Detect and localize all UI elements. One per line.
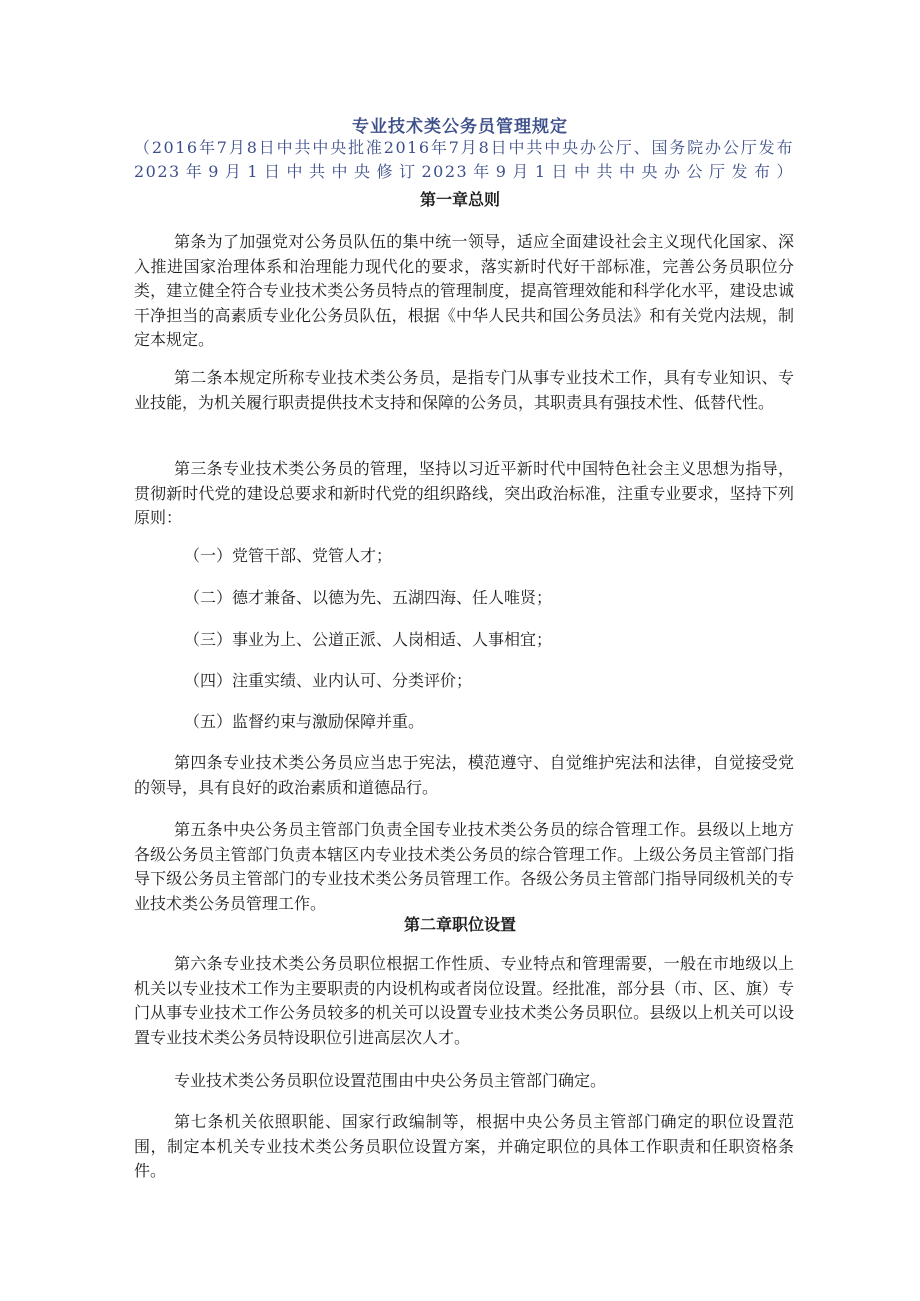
article-4: 第四条专业技术类公务员应当忠于宪法，模范遵守、自觉维护宪法和法律，自觉接受党的领导，具有良好的政治素质和道德品行。 [134, 753, 794, 797]
principle-item: （四）注重实绩、业内认可、分类评价； [184, 671, 473, 690]
principle-item: （二）德才兼备、以德为先、五湖四海、任人唯贤； [184, 588, 553, 607]
article-5: 第五条中央公务员主管部门负责全国专业技术类公务员的综合管理工作。县级以上地方各级公务员主管部门负责本辖区内专业技术类公务员的综合管理工作。上级公务员主管部门指导下级公务员主管部门的专业技术类公务员管理工作。各级公务员主管部门指导同级机关的专业技术类公务员管理工作。 [134, 820, 794, 913]
article-1: 第条为了加强党对公务员队伍的集中统一领导，适应全面建设社会主义现代化国家、深入推进国家治理体系和治理能力现代化的要求，落实新时代好干部标准，完善公务员职位分类，建立健全符合专业技术类公务员特点的管理制度，提高管理效能和科学化水平，建设忠诚干净担当的高素质专业化公务员队伍，根据《中华人民共和国公务员法》和有关党内法规，制定本规定。 [134, 232, 794, 349]
article-6: 第六条专业技术类公务员职位根据工作性质、专业特点和管理需要，一般在市地级以上机关以专业技术工作为主要职责的内设机构或者岗位设置。经批准，部分县（市、区、旗）专门从事专业技术工作公务员较多的机关可以设置专业技术类公务员职位。县级以上机关可以设置专业技术类公务员特设职位引进高层次人才。 [134, 954, 794, 1047]
chapter-1-heading: 第一章总则 [419, 190, 500, 209]
chapter-2-heading: 第二章职位设置 [403, 915, 516, 934]
article-2: 第二条本规定所称专业技术类公务员，是指专门从事专业技术工作，具有专业知识、专业技能，为机关履行职责提供技术支持和保障的公务员，其职责具有强技术性、低替代性。 [134, 368, 794, 412]
principle-item: （三）事业为上、公道正派、人岗相适、人事相宜； [184, 630, 553, 649]
document-subtitle: （2016年7月8日中共中央批准2016年7月8日中共中央办公厅、国务院办公厅发布2023年9月1日中共中央修订2023年9月1日中共中央办公厅发布） [134, 138, 794, 181]
article-7: 第七条机关依照职能、国家行政编制等，根据中央公务员主管部门确定的职位设置范围，制定本机关专业技术类公务员职位设置方案，并确定职位的具体工作职责和任职资格条件。 [134, 1112, 794, 1180]
article-6-note: 专业技术类公务员职位设置范围由中央公务员主管部门确定。 [174, 1071, 607, 1090]
article-3: 第三条专业技术类公务员的管理，坚持以习近平新时代中国特色社会主义思想为指导，贯彻新时代党的建设总要求和新时代党的组织路线，突出政治标准，注重专业要求，坚持下列原则： [134, 459, 794, 527]
principle-item: （五）监督约束与激励保障并重。 [184, 712, 425, 731]
principle-item: （一）党管干部、党管人才； [184, 546, 393, 565]
document-title: 专业技术类公务员管理规定 [352, 117, 568, 137]
